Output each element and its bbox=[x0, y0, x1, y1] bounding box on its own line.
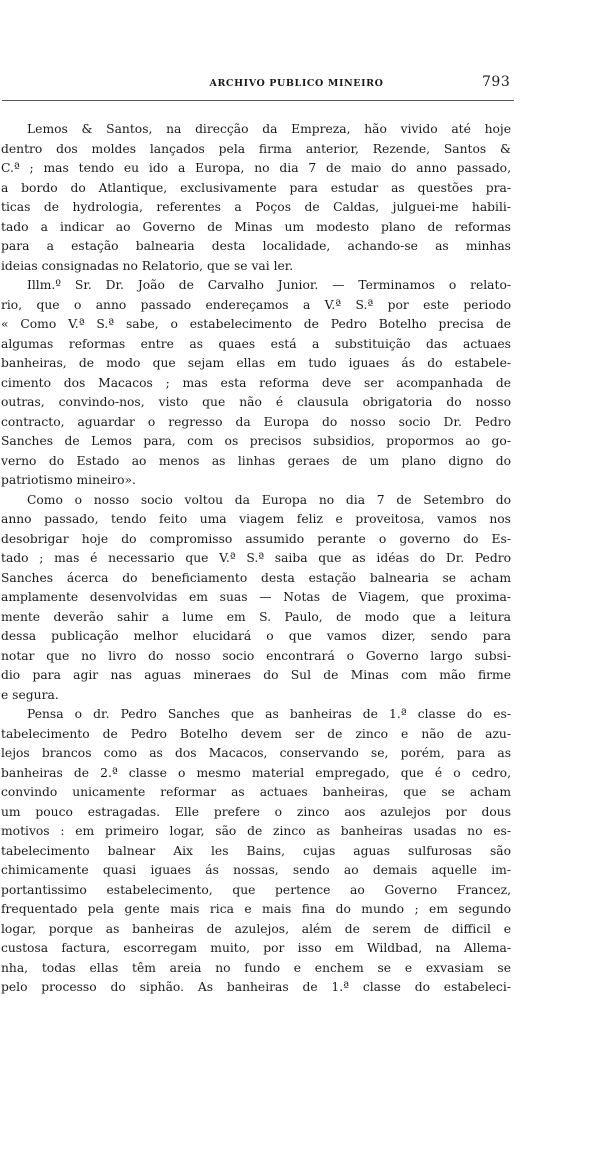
text-line: frequentado pela gente mais rica e mais fina do mundo ; em segundo bbox=[1, 902, 511, 916]
header-title: ARCHIVO PUBLICO MINEIRO bbox=[209, 78, 384, 89]
text-line: Como o nosso socio voltou da Europa no dia 7 de Setembro do bbox=[27, 492, 511, 507]
text-line: anno passado, tendo feito uma viagem feliz e proveitosa, vamos nos bbox=[1, 512, 511, 526]
text-line: dio para agir nas aguas mineraes do Sul de Minas com mão firme bbox=[1, 668, 511, 682]
running-header bbox=[0, 74, 593, 94]
text-line: portantissimo estabelecimento, que pertence ao Governo Francez, bbox=[1, 882, 511, 897]
text-line: para a estação balnearia desta localidade, achando-se as minhas bbox=[1, 239, 511, 253]
text-line: outras, convindo-nos, visto que não é clausula obrigatoria do nosso bbox=[1, 395, 511, 409]
text-line: notar que no livro do nosso socio encontrará o Governo largo subsi- bbox=[1, 648, 511, 663]
text-line: verno do Estado ao menos as linhas geraes de um plano digno do bbox=[1, 453, 511, 468]
text-line: Pensa o dr. Pedro Sanches que as banheiras de 1.ª classe do es- bbox=[27, 707, 511, 721]
text-line: a bordo do Atlantique, exclusivamente para estudar as questões pra- bbox=[1, 180, 511, 195]
text-line: custosa factura, escorregam muito, por isso em Wildbad, na Allema- bbox=[1, 941, 511, 955]
text-line: chimicamente quasi iguaes ás nossas, sendo ao demais aquelle im- bbox=[1, 863, 511, 877]
text-line: tado a indicar ao Governo de Minas um modesto plano de reformas bbox=[1, 219, 511, 234]
text-line: amplamente desenvolvidas em suas — Notas de Viagem, que proxima- bbox=[1, 590, 511, 604]
text-line: mente deverão sahir a lume em S. Paulo, de modo que a leitura bbox=[1, 609, 511, 624]
text-line: dessa publicação melhor elucidará o que vamos dizer, sendo para bbox=[1, 629, 511, 643]
text-line: e segura. bbox=[1, 687, 59, 702]
text-line: lejos brancos como as dos Macacos, conservando se, porém, para as bbox=[1, 746, 511, 760]
text-line: Illm.º Sr. Dr. João de Carvalho Junior. — Terminamos o relato- bbox=[27, 278, 511, 292]
text-line: patriotismo mineiro». bbox=[1, 473, 136, 487]
page-number: 793 bbox=[482, 74, 511, 90]
text-line: logar, porque as banheiras de azulejos, além de serem de difficil e bbox=[1, 921, 511, 936]
text-line: convindo unicamente reformar as actuaes banheiras, que se acham bbox=[1, 785, 511, 799]
header-rule bbox=[2, 100, 514, 101]
text-line: desobrigar hoje do compromisso assumido perante o governo do Es- bbox=[1, 531, 511, 546]
text-line: Lemos & Santos, na direcção da Empreza, hão vivido até hoje bbox=[27, 122, 511, 136]
text-line: algumas reformas entre as quaes está a substituição das actuaes bbox=[1, 336, 511, 351]
text-line: contracto, aguardar o regresso da Europa do nosso socio Dr. Pedro bbox=[1, 414, 511, 429]
body-text bbox=[1, 120, 511, 998]
text-line: banheiras de 2.ª classe o mesmo material empregado, que é o cedro, bbox=[1, 765, 511, 780]
text-line: Sanches de Lemos para, com os precisos subsidios, propormos ao go- bbox=[1, 434, 511, 448]
text-line: tabelecimento balnear Aix les Bains, cujas aguas sulfurosas são bbox=[1, 843, 511, 858]
text-line: ideias consignadas no Relatorio, que se vai ler. bbox=[1, 258, 294, 273]
text-line: dentro dos moldes lançados pela firma anterior, Rezende, Santos & bbox=[1, 141, 511, 156]
text-line: motivos : em primeiro logar, são de zinco as banheiras usadas no es- bbox=[1, 824, 511, 838]
text-line: pelo processo do siphão. As banheiras de 1.ª classe do estabeleci- bbox=[1, 980, 511, 994]
text-line: tabelecimento de Pedro Botelho devem ser de zinco e não de azu- bbox=[1, 726, 511, 741]
text-line: C.ª ; mas tendo eu ido a Europa, no dia 7 de maio do anno passado, bbox=[1, 161, 511, 175]
text-line: « Como V.ª S.ª sabe, o estabelecimento de Pedro Botelho precisa de bbox=[1, 317, 511, 331]
text-line: ticas de hydrologia, referentes a Poços de Caldas, julguei-me habili- bbox=[1, 200, 511, 214]
text-line: um pouco estragadas. Elle prefere o zinco aos azulejos por dous bbox=[1, 804, 511, 819]
text-line: rio, que o anno passado endereçamos a V.ª S.ª por este periodo bbox=[1, 297, 511, 312]
text-line: cimento dos Macacos ; mas esta reforma deve ser acompanhada de bbox=[1, 375, 511, 390]
text-line: nha, todas ellas têm areia no fundo e enchem se e exvasiam se bbox=[1, 960, 511, 975]
text-line: Sanches ácerca do beneficiamento desta estação balnearia se acham bbox=[1, 570, 511, 585]
text-line: tado ; mas é necessario que V.ª S.ª saiba que as idéas do Dr. Pedro bbox=[1, 551, 511, 565]
text-line: banheiras, de modo que sejam ellas em tudo iguaes ás do estabele- bbox=[1, 356, 511, 370]
